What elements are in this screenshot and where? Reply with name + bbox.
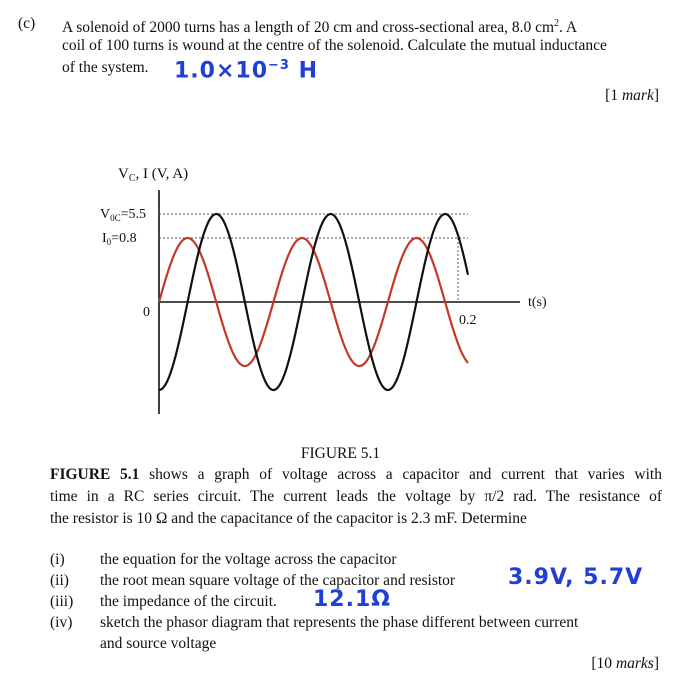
item-iv-text: sketch the phasor diagram that represents the phase different between current	[100, 614, 579, 631]
item-iv-label: (iv)	[50, 614, 73, 631]
item-iii-text: the impedance of the circuit.	[100, 593, 277, 610]
i0-tick-label: $I_0=0.8$	[102, 231, 137, 247]
part-c-label: (c)	[18, 15, 36, 32]
part-c-line-1: A solenoid of 2000 turns has a length of 20 cm and cross-sectional area, 8.0 $cm^2$. A	[62, 18, 578, 37]
handwritten-answer-iii: 12.1Ω	[313, 587, 391, 612]
total-marks: [10 marks]	[591, 655, 659, 672]
x-axis-label: t(s)	[528, 295, 547, 310]
item-iv-text-line-2: and source voltage	[100, 635, 217, 652]
part-c-marks: [1 mark]	[605, 87, 659, 104]
body-line-2: time in a RC series circuit. The current leads the voltage by π/2 rad. The resistance of	[50, 488, 662, 505]
item-i-label: (i)	[50, 551, 65, 568]
t-marker-label: 0.2	[459, 313, 477, 328]
item-iii-label: (iii)	[50, 593, 74, 610]
figure-5-1-graph	[0, 150, 681, 450]
item-ii-label: (ii)	[50, 572, 69, 589]
voc-tick-label: $V_{0C}=5.5$	[100, 207, 147, 223]
handwritten-answer-c: $1.0\times 10^{-3}$ H	[174, 58, 319, 84]
origin-label: 0	[143, 305, 150, 320]
handwritten-answer-ii: 3.9V, 5.7V	[508, 565, 644, 590]
item-ii-text: the root mean square voltage of the capacitor and resistor	[100, 572, 456, 589]
figure-caption: FIGURE 5.1	[300, 445, 381, 462]
y-axis-label: $V_C$, I (V, A)	[118, 166, 189, 184]
part-c-line-3: of the system.	[62, 59, 149, 76]
body-line-3: the resistor is 10 Ω and the capacitance of the capacitor is 2.3 mF. Determine	[50, 510, 527, 527]
part-c-line-2: coil of 100 turns is wound at the centre of the solenoid. Calculate the mutual inductance	[62, 37, 607, 54]
body-line-1: FIGURE 5.1 shows a graph of voltage across a capacitor and current that varies with	[50, 466, 662, 483]
item-i-text: the equation for the voltage across the capacitor	[100, 551, 397, 568]
